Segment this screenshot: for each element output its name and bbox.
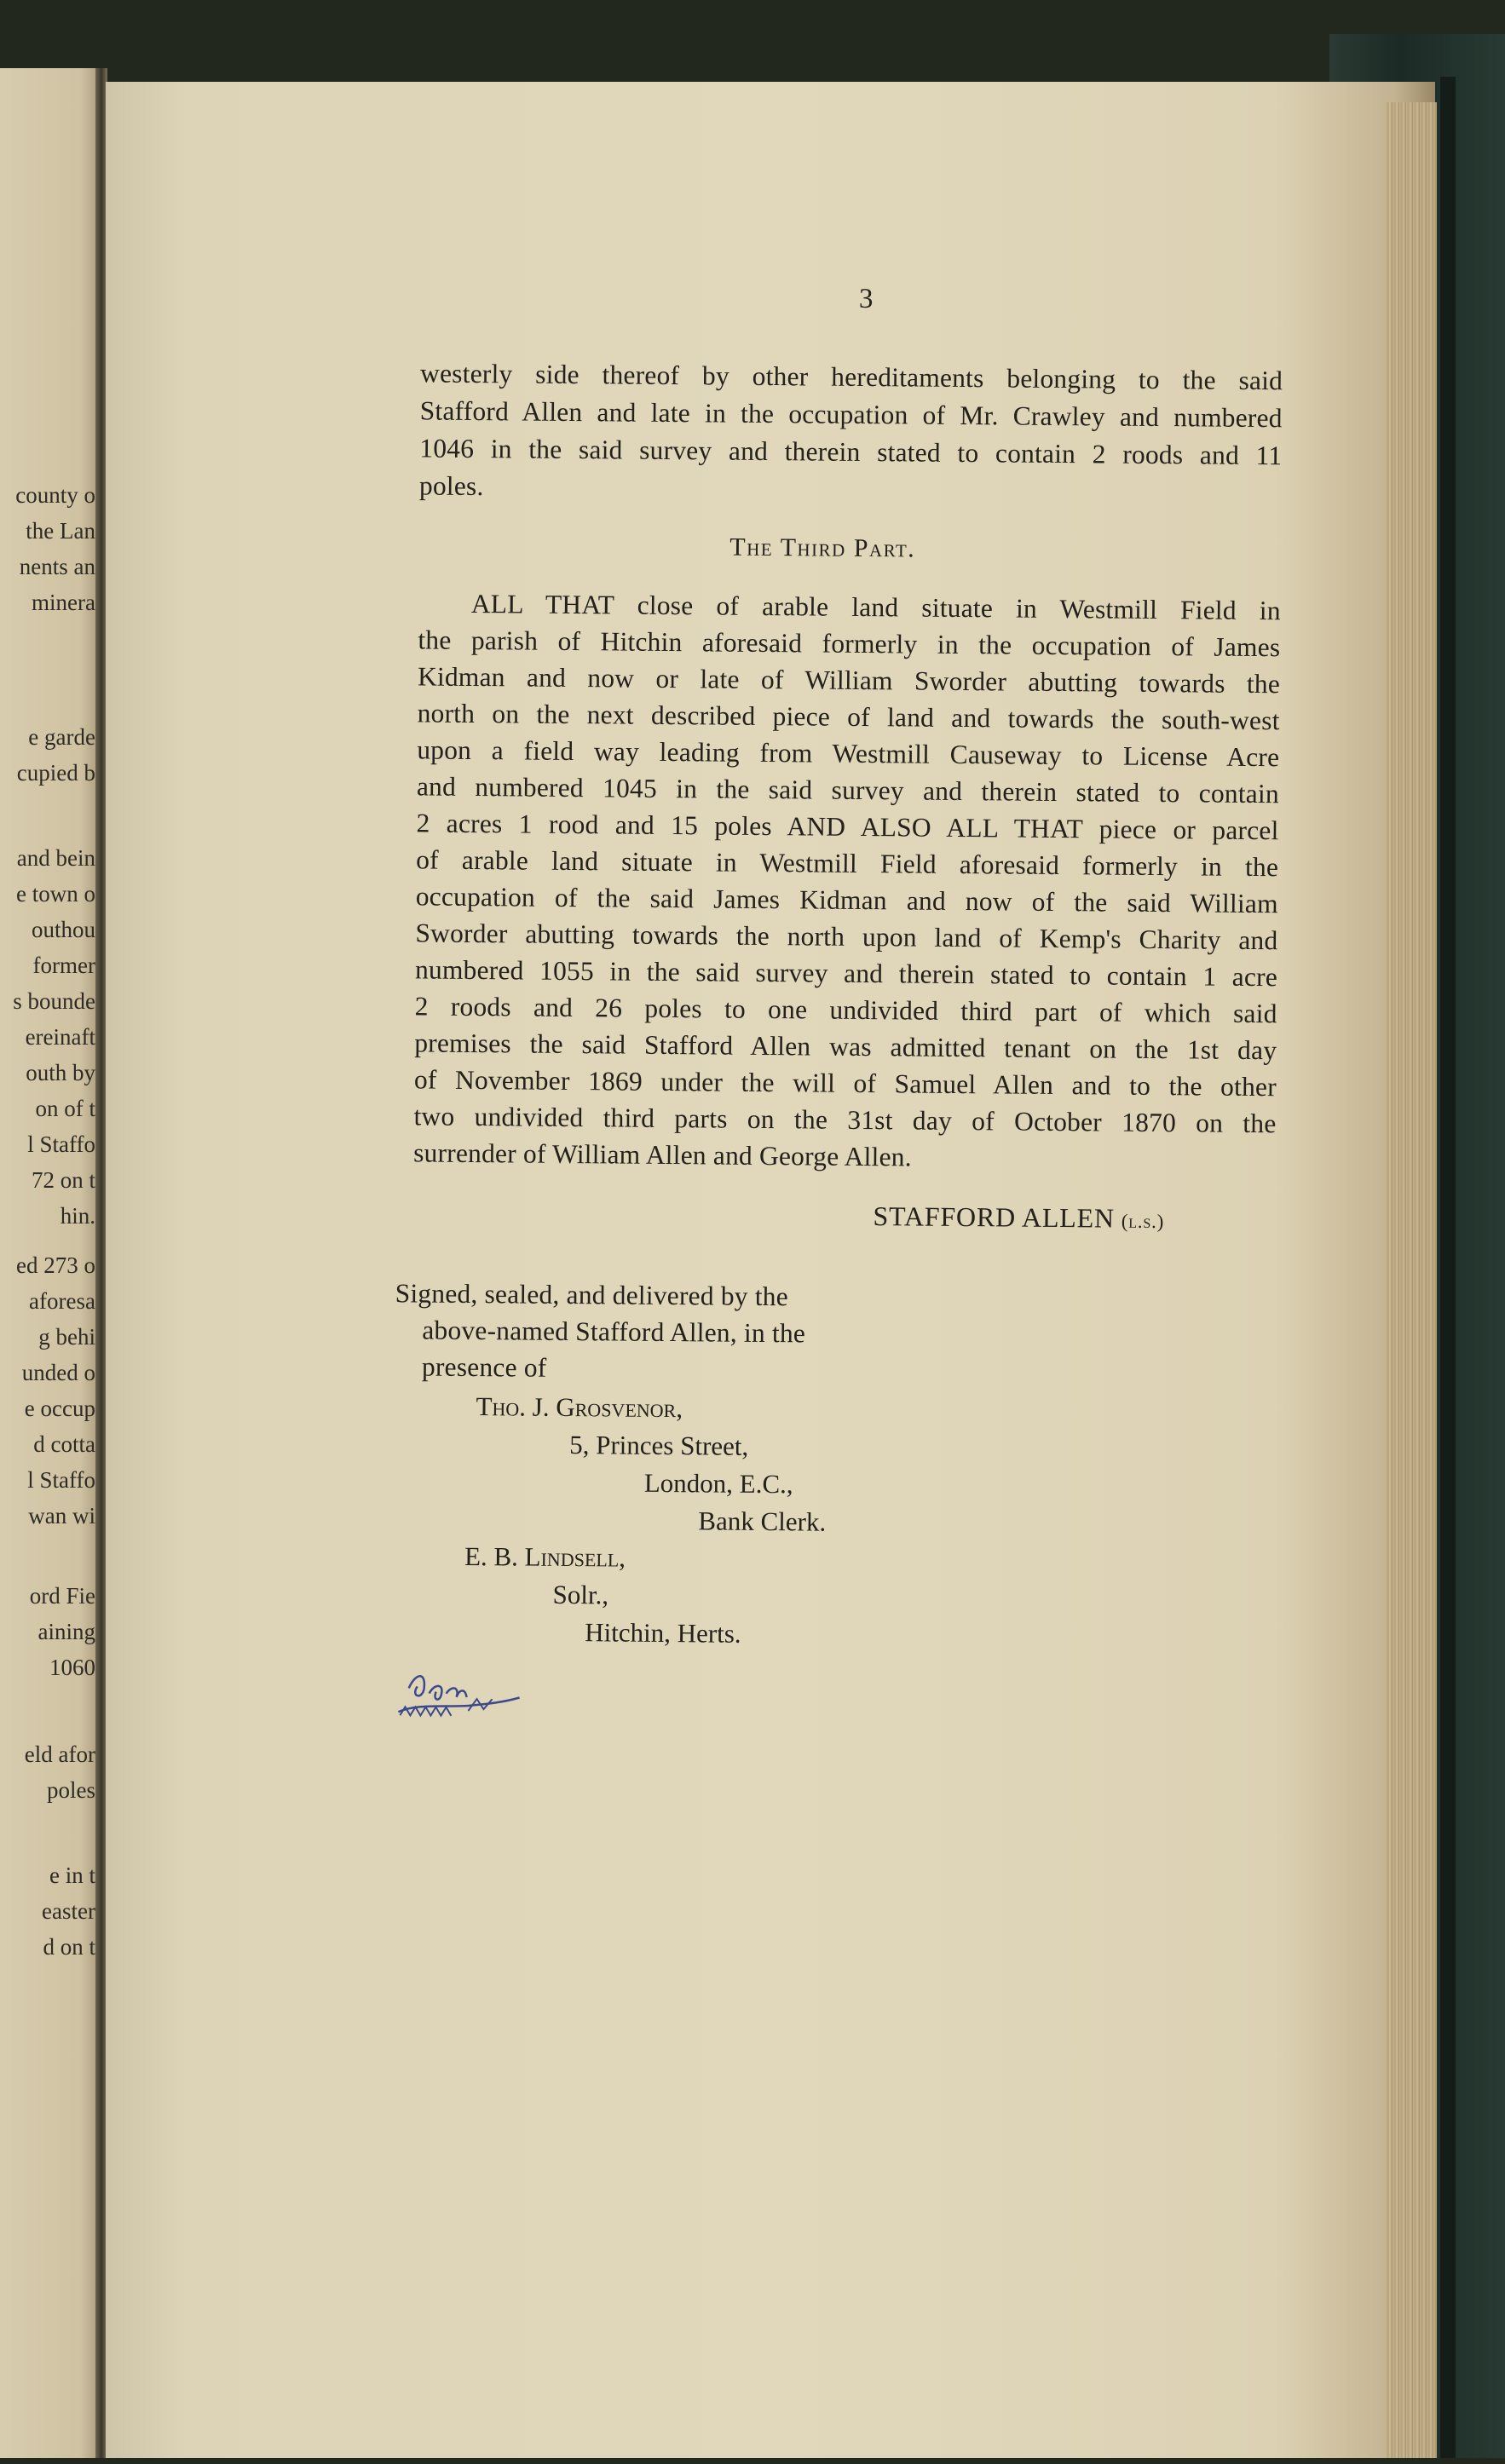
signatory-block: [873, 1200, 1164, 1235]
paragraph-line: the parish of Hitchin aforesaid formerly in the occupation of James: [418, 625, 1281, 663]
left-page-text-fragment: s bounde: [13, 988, 95, 1014]
left-page-text-fragment: d on t: [43, 1934, 95, 1960]
left-page-text-fragment: former: [32, 953, 95, 978]
paragraph-line: north on the next described piece of land and towards the south-west: [417, 698, 1280, 736]
witness-1-occupation: Bank Clerk.: [698, 1505, 827, 1537]
left-page-text-fragment: county o: [15, 482, 95, 508]
left-page-text-fragment: e occup: [24, 1396, 95, 1421]
left-page-text-fragment: e in t: [49, 1862, 95, 1888]
paragraph-line: Kidman and now or late of William Sworder abutting towards the: [417, 661, 1281, 699]
left-page-text-fragment: ereinaft: [25, 1024, 95, 1050]
left-page-text-fragment: e garde: [28, 724, 95, 750]
seal-mark: (l.s.): [1121, 1210, 1165, 1233]
left-page-text-fragment: d cotta: [33, 1431, 95, 1457]
left-page-text-fragment: poles: [47, 1777, 95, 1803]
witness-2-address: Hitchin, Herts.: [585, 1617, 741, 1649]
left-page-text-fragment: wan wi: [28, 1503, 95, 1528]
left-page-text-fragment: hin.: [60, 1203, 95, 1229]
paragraph-line: numbered 1055 in the said survey and therein stated to contain 1 acre: [414, 954, 1278, 993]
paragraph-line: Sworder abutting towards the north upon land of Kemp's Charity and: [415, 918, 1278, 956]
attestation-line: Signed, sealed, and delivered by the: [395, 1278, 789, 1312]
paragraph-line: of arable land situate in Westmill Field aforesaid formerly in the: [416, 844, 1279, 883]
paragraph-line: westerly side thereof by other hereditaments belonging to the said: [419, 358, 1283, 396]
paragraph-line: 2 roods and 26 poles to one undivided third part of which said: [414, 991, 1277, 1029]
paragraph-line: poles.: [418, 470, 484, 502]
left-page-text-fragment: l Staffo: [27, 1131, 95, 1157]
signatory-name: STAFFORD ALLEN: [873, 1200, 1116, 1234]
witness-1-name: Tho. J. Grosvenor,: [476, 1391, 683, 1424]
paragraph-line: and numbered 1045 in the said survey and therein stated to contain: [416, 771, 1280, 809]
paragraph-line: 2 acres 1 rood and 15 poles AND ALSO ALL THAT piece or parcel: [416, 808, 1279, 846]
section-heading: The Third Part.: [729, 533, 916, 563]
left-page-text-fragment: eld afor: [24, 1741, 95, 1767]
paragraph-line: occupation of the said James Kidman and now of the said William: [415, 881, 1278, 919]
left-page-text-fragment: minera: [32, 590, 95, 615]
left-page-text-fragment: the Lan: [26, 518, 95, 544]
paragraph-line: 1046 in the said survey and therein stated to contain 2 roods and 11: [419, 433, 1283, 471]
paragraph-line: premises the said Stafford Allen was admitted tenant on the 1st day: [414, 1028, 1277, 1066]
witness-1-address-line: London, E.C.,: [643, 1467, 793, 1500]
left-page-text-fragment: easter: [42, 1898, 95, 1924]
left-page-text-fragment: on of t: [35, 1096, 95, 1121]
paragraph-line: of November 1869 under the will of Samuel Allen and to the other: [413, 1064, 1277, 1102]
witness-1-address-line: 5, Princes Street,: [569, 1430, 749, 1461]
left-page-text-fragment: ord Fie: [29, 1583, 95, 1609]
left-page-text-fragment: cupied b: [16, 760, 95, 786]
witness-2-name: E. B. Lindsell,: [464, 1540, 626, 1573]
left-page-text-fragment: aforesa: [29, 1288, 95, 1314]
paragraph-line: surrender of William Allen and George Allen.: [413, 1137, 912, 1172]
handwritten-ink-mark: [391, 1662, 528, 1731]
paragraph-line: Stafford Allen and late in the occupation of Mr. Crawley and numbered: [419, 395, 1283, 434]
left-page-text-fragment: l Staffo: [27, 1467, 95, 1493]
left-page-text-fragment: ed 273 o: [16, 1252, 95, 1278]
left-page-text-fragment: and bein: [16, 845, 95, 871]
attestation-line: above-named Stafford Allen, in the: [422, 1315, 806, 1349]
left-page-text-fragment: g behi: [38, 1324, 95, 1350]
left-page-text-fragment: 1060: [49, 1655, 95, 1680]
page-number: 3: [858, 283, 874, 315]
paragraph-line: ALL THAT close of arable land situate in Westmill Field in: [470, 588, 1281, 626]
witness-2-occupation: Solr.,: [552, 1579, 609, 1610]
attestation-line: presence of: [421, 1351, 547, 1383]
left-page-text-fragment: nents an: [19, 554, 95, 579]
left-page-text-fragment: aining: [37, 1619, 95, 1644]
left-page-text-fragment: unded o: [21, 1360, 95, 1385]
paragraph-line: upon a field way leading from Westmill Causeway to License Acre: [417, 734, 1280, 773]
left-page-text-fragment: e town o: [16, 881, 95, 907]
paragraph-line: two undivided third parts on the 31st day of October 1870 on the: [413, 1101, 1277, 1139]
left-page-text-fragment: 72 on t: [31, 1167, 95, 1193]
left-page-text-fragment: outh by: [26, 1060, 95, 1085]
left-page-text-fragment: outhou: [31, 917, 95, 942]
